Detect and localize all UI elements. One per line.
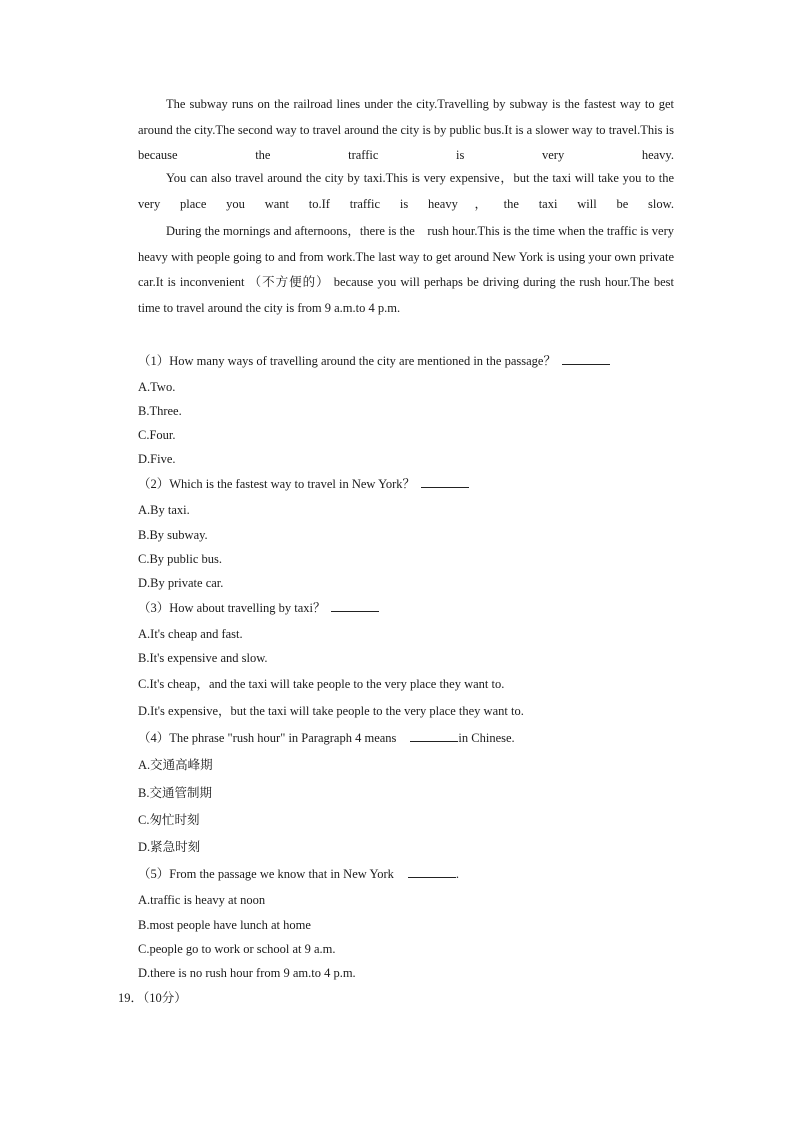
question-1-stem: （1）How many ways of travelling around the city are mentioned in the passage？ [138, 354, 556, 368]
q5-option-b[interactable]: B.most people have lunch at home [138, 918, 311, 932]
answer-blank-4[interactable] [410, 730, 458, 742]
q3-option-c[interactable]: C.It's cheap，and the taxi will take people to the very place they want to. [138, 677, 505, 691]
q4-option-a[interactable]: A.交通高峰期 [138, 758, 213, 772]
answer-blank-1[interactable] [562, 353, 610, 365]
passage-paragraph-3: During the mornings and afternoons，there is the rush hour.This is the time when the traffic is very heavy with people going to and from work.The last way to get around New York is using your own private car.It is inconvenient （不方便的） because you will perhaps be driving during the rush hour.The best time to travel around the city is from 9 a.m.to 4 p.m. [138, 224, 674, 315]
q4-option-b[interactable]: B.交通管制期 [138, 786, 212, 800]
q2-option-a[interactable]: A.By taxi. [138, 503, 190, 517]
q1-option-d[interactable]: D.Five. [138, 452, 176, 466]
question-1 [138, 352, 610, 370]
question-4-stem: （4）The phrase "rush hour" in Paragraph 4 means [138, 731, 397, 745]
question-2 [138, 475, 469, 493]
q5-option-d[interactable]: D.there is no rush hour from 9 am.to 4 p.m. [138, 966, 356, 980]
question-5 [138, 865, 459, 883]
next-section-number: 19．（10分） [118, 991, 187, 1005]
question-5-stem: （5）From the passage we know that in New York [138, 867, 394, 881]
answer-blank-3[interactable] [331, 600, 379, 612]
question-3 [138, 599, 379, 617]
q2-option-d[interactable]: D.By private car. [138, 576, 224, 590]
q2-option-c[interactable]: C.By public bus. [138, 552, 223, 566]
passage-paragraph-2: You can also travel around the city by taxi.This is very expensive，but the taxi will take you to the very place you want to.If traffic is heavy，the taxi will be slow. [138, 171, 674, 211]
q4-option-d[interactable]: D.紧急时刻 [138, 840, 201, 854]
question-3-stem: （3）How about travelling by taxi？ [138, 601, 326, 615]
q3-option-b[interactable]: B.It's expensive and slow. [138, 651, 268, 665]
q1-option-c[interactable]: C.Four. [138, 428, 176, 442]
question-5-stem-after: . [455, 867, 460, 881]
q1-option-a[interactable]: A.Two. [138, 380, 176, 394]
answer-blank-2[interactable] [421, 476, 469, 488]
q2-option-b[interactable]: B.By subway. [138, 528, 208, 542]
question-4 [138, 729, 515, 747]
question-2-stem: （2）Which is the fastest way to travel in New York？ [138, 477, 416, 491]
q5-option-c[interactable]: C.people go to work or school at 9 a.m. [138, 942, 336, 956]
passage-paragraph-1: The subway runs on the railroad lines under the city.Travelling by subway is the fastest way to get around the city.The second way to travel around the city is by public bus.It is a slower way to travel.This is because the traffic is very heavy. [138, 97, 674, 162]
q5-option-a[interactable]: A.traffic is heavy at noon [138, 893, 266, 907]
q4-option-c[interactable]: C.匆忙时刻 [138, 813, 200, 827]
q3-option-a[interactable]: A.It's cheap and fast. [138, 627, 243, 641]
question-4-stem-after: in Chinese. [458, 731, 515, 745]
q1-option-b[interactable]: B.Three. [138, 404, 182, 418]
q3-option-d[interactable]: D.It's expensive，but the taxi will take people to the very place they want to. [138, 704, 524, 718]
answer-blank-5[interactable] [408, 866, 456, 878]
